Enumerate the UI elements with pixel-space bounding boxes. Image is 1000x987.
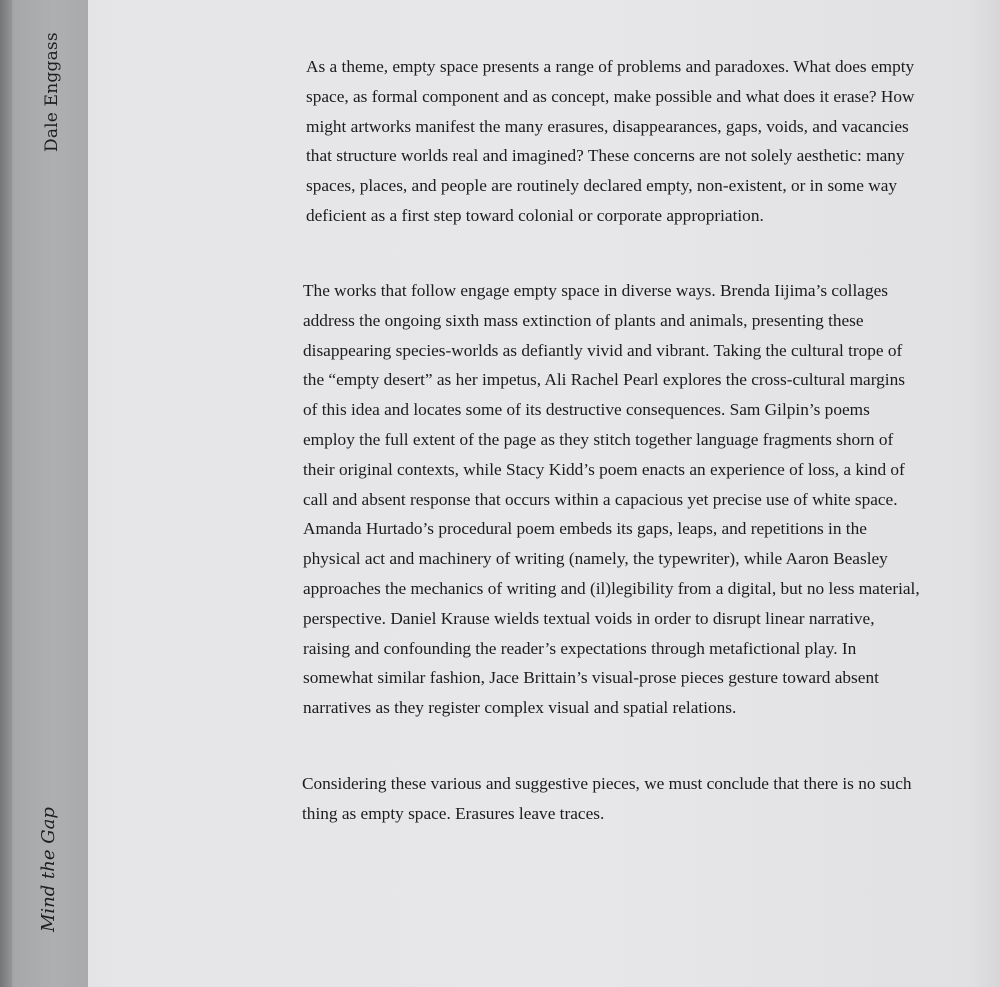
paragraph-works: The works that follow engage empty space in diverse ways. Brenda Iijima’s collages address the ongoing sixth mass extinction of plants and animals, presenting these disappearing species-worlds as defiantly vivid and vibrant. Taking the cultural trope of the “empty desert” as her impetus, Ali Rachel Pearl explores the cross-cultural margins of this idea and locates some of its destructive consequences. Sam Gilpin’s poems employ the full extent of the page as they stitch together language fragments shorn of their original contexts, while Stacy Kidd’s poem enacts an experience of loss, a kind of call and absent response that occurs within a capacious yet precise use of white space. Amanda Hurtado’s procedural poem embeds its gaps, leaps, and repetitions in the physical act and machinery of writing (namely, the typewriter), while Aaron Beasley approaches the mechanics of writing and (il)legibility from a digital, but no less material, perspective. Daniel Krause wields textual voids in order to disrupt linear narrative, raising and confounding the reader’s expectations through metafictional play. In somewhat similar fashion, Jace Brittain’s visual-prose pieces gesture toward absent narratives as they register complex visual and spatial relations. [303,281,920,718]
running-head-series: Mind the Gap [38,807,59,932]
binding-shadow [0,0,12,987]
running-head-author: Dale Enggass [42,32,62,152]
paragraph-intro: As a theme, empty space presents a range of problems and paradoxes. What does empty space, as formal component and as concept, make possible and what does it erase? How might artworks manifest the many erasures, disappearances, gaps, voids, and vacancies that structure worlds real and imagined? These concerns are not solely aesthetic: many spaces, places, and people are routinely declared empty, non-existent, or in some way deficient as a first step toward colonial or corporate appropriation. [306,57,915,225]
paragraph-conclusion: Considering these various and suggestive pieces, we must conclude that there is no such thing as empty space. Erasures leave traces. [302,774,912,823]
